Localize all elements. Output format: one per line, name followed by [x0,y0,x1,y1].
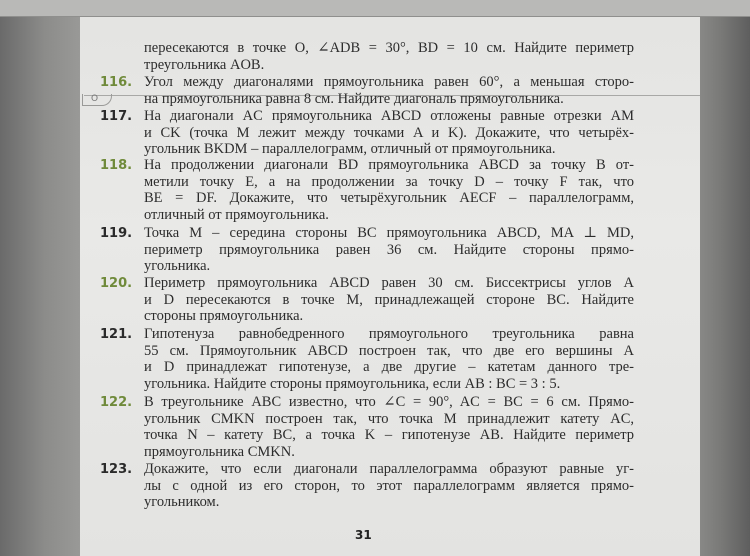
problem-text-line: пересекаются в точке O, ∠ADB = 30°, BD = 10 см. Найдите периметр [144,40,634,56]
problem-number: 123. [100,462,133,477]
problem-number: 116. [100,75,133,90]
problem-text-line: Гипотенуза равнобедренного прямоугольного треугольника равна [144,326,634,342]
problem-text [144,326,634,392]
problem-number: 117. [100,109,133,124]
problem-text-line: В треугольнике ABC известно, что ∠C = 90°, AC = BC = 6 см. Прямо- [144,394,634,410]
problem-text-line: стороны прямоугольника. [144,308,304,325]
problem-text-line: Периметр прямоугольника ABCD равен 30 см. Биссектрисы углов A [144,275,634,291]
problem-text [144,461,634,511]
problem-text [144,275,634,325]
tab-icon[interactable]: O [82,94,112,106]
problem-text-line: точка N – катету BC, а точка K – гипотенузе AB. Найдите периметр [144,427,634,444]
problem-number: 120. [100,276,133,291]
problem-text-line: угольником. [144,494,220,511]
problem-text-line: угольника. Найдите стороны прямоугольника, если AB : BC = 3 : 5. [144,375,561,392]
problem-text-line: треугольника AOB. [144,56,265,73]
problem-text-line: На диагонали AC прямоугольника ABCD отложены равные отрезки AM [144,108,634,124]
problem-number: 122. [100,395,133,410]
problem-text-line: на прямоугольника равна 8 см. Найдите диагональ прямоугольника. [144,90,564,107]
problem-text-line: Докажите, что если диагонали параллелограмма образуют равные уг- [144,461,634,477]
problem-text-line: Угол между диагоналями прямоугольника равен 60°, а меньшая сторо- [144,74,634,90]
problem-text-line: метили точку E, а на продолжении за точку D – точку F так, что [144,173,634,190]
problem-text-line: BE = DF. Докажите, что четырёхугольник AECF – параллелограмм, [144,190,634,207]
problem-text [144,108,634,158]
problem-text-line: периметр прямоугольника равен 36 см. Найдите стороны прямо- [144,241,634,258]
problem-text-line: прямоугольника CMKN. [144,443,295,460]
problem-number: 118. [100,158,133,173]
problem-text [144,74,634,107]
problem-text-line: Точка M – середина стороны BC прямоугольника ABCD, MA ⊥ MD, [144,225,634,241]
problem-text-line: На продолжении диагонали BD прямоугольника ABCD за точку B от- [144,157,634,173]
problem-number: 121. [100,327,133,342]
problem-text-line: угольник CMKN построен так, что точка M принадлежит катету AC, [144,410,634,427]
problem-text [144,40,634,73]
problem-text-line: угольника. [144,258,211,275]
problem-text [144,394,634,460]
problem-text-line: отличный от прямоугольника. [144,206,329,223]
problem-text-line: и D принадлежат гипотенузе, а две другие – катетам данного тре- [144,359,634,376]
problem-text-line: 55 см. Прямоугольник ABCD построен так, что две его вершины A [144,342,634,359]
problem-text-line: лы с одной из его сторон, то этот параллелограмм является прямо- [144,477,634,494]
page-number: 31 [355,528,372,542]
problem-text-line: и D пересекаются в точке M, принадлежащей стороне BC. Найдите [144,291,634,308]
problem-text-line: угольник BKDM – параллелограмм, отличный от прямоугольника. [144,141,556,158]
problem-text [144,225,634,275]
problem-text-line: и CK (точка M лежит между точками A и K). Докажите, что четырёх- [144,124,634,141]
problem-number: 119. [100,226,133,241]
window-title-bar [0,0,750,17]
problem-text [144,157,634,223]
